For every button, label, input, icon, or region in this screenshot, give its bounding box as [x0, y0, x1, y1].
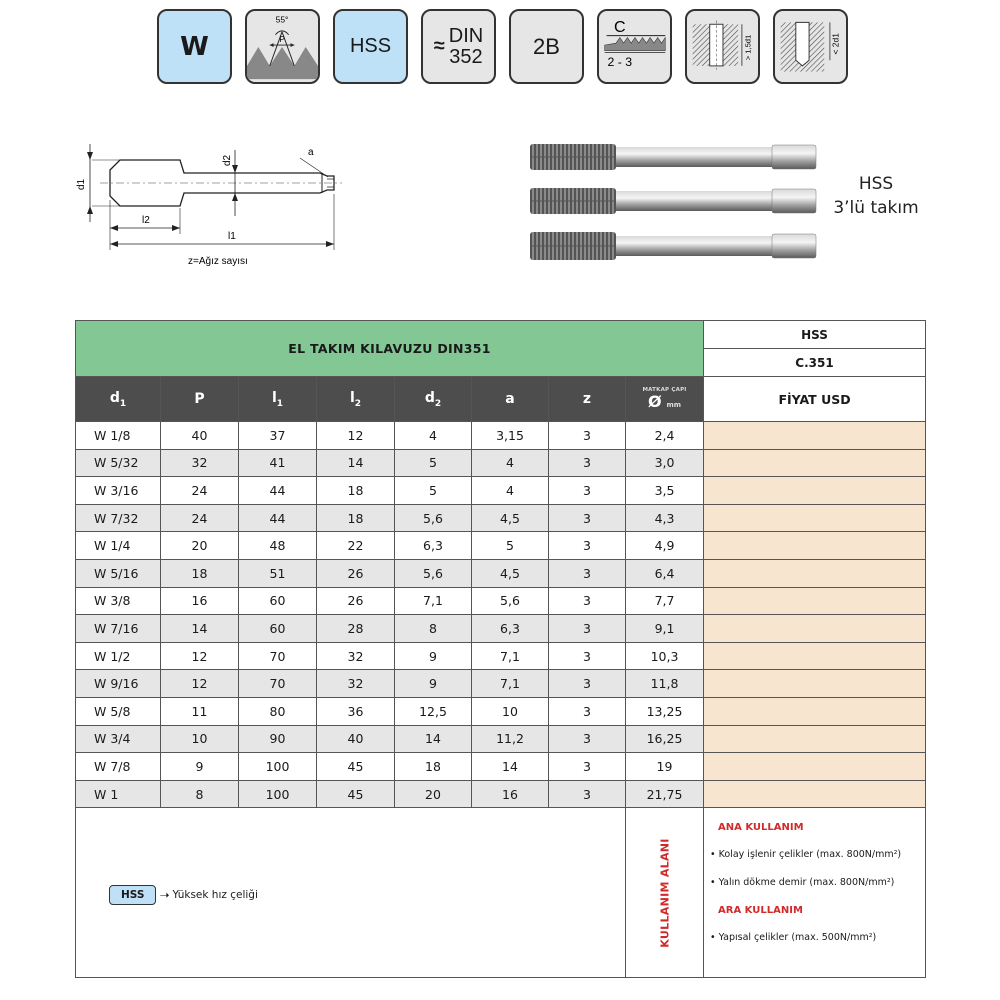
- cell-a: 5: [472, 532, 549, 560]
- cell-l1: 37: [239, 422, 317, 450]
- price-input-cell[interactable]: [704, 504, 926, 532]
- through-hole-dim-text: > 1,5d1: [743, 34, 753, 61]
- price-input-cell[interactable]: [704, 670, 926, 698]
- price-input-cell[interactable]: [704, 477, 926, 505]
- cell-l2: 22: [317, 532, 395, 560]
- cell-a: 7,1: [472, 642, 549, 670]
- cell-a: 4,5: [472, 504, 549, 532]
- cell-a: 3,15: [472, 422, 549, 450]
- tap-2: [530, 188, 816, 214]
- price-input-cell[interactable]: [704, 532, 926, 560]
- blind-hole-icon: [773, 9, 848, 84]
- din-number: 352: [449, 45, 483, 68]
- price-input-cell[interactable]: [704, 697, 926, 725]
- table-row: [76, 753, 926, 781]
- tap-3: [530, 232, 816, 260]
- cell-d2: 12,5: [395, 697, 472, 725]
- cell-d2: 9: [395, 670, 472, 698]
- cell-drill: 10,3: [626, 642, 704, 670]
- cell-drill: 19: [626, 753, 704, 781]
- table-title: EL TAKIM KILAVUZU DIN351: [76, 321, 704, 377]
- column-header-z: z: [549, 377, 626, 422]
- cell-l1: 100: [239, 753, 317, 781]
- cell-z: 3: [549, 504, 626, 532]
- table-row: [76, 587, 926, 615]
- cell-d1: W 1: [76, 780, 161, 808]
- cell-z: 3: [549, 642, 626, 670]
- cell-z: 3: [549, 449, 626, 477]
- chamfer-form-icon: [597, 9, 672, 84]
- cell-d2: 14: [395, 725, 472, 753]
- drill-size-label: MATKAP ÇAPI: [642, 387, 687, 394]
- cell-drill: 21,75: [626, 780, 704, 808]
- diameter-icon: Ø: [647, 391, 662, 411]
- d2-label: d2: [222, 154, 233, 166]
- cell-drill: 13,25: [626, 697, 704, 725]
- cell-p: 14: [161, 615, 239, 643]
- cell-l1: 44: [239, 504, 317, 532]
- din-standard-icon: [421, 9, 496, 84]
- cell-z: 3: [549, 753, 626, 781]
- cell-d2: 8: [395, 615, 472, 643]
- hss-material-label: HSS: [349, 35, 392, 57]
- cell-p: 8: [161, 780, 239, 808]
- cell-a: 4,5: [472, 559, 549, 587]
- whitworth-thread-icon: [157, 9, 232, 84]
- cell-p: 11: [161, 697, 239, 725]
- cell-a: 16: [472, 780, 549, 808]
- cell-p: 12: [161, 670, 239, 698]
- cell-drill: 16,25: [626, 725, 704, 753]
- cell-d2: 5,6: [395, 504, 472, 532]
- table-row: [76, 697, 926, 725]
- cell-p: 32: [161, 449, 239, 477]
- usage-vertical-label: KULLANIM ALANI: [658, 838, 671, 948]
- secondary-usage-item: • Yapısal çelikler (max. 500N/mm²): [710, 932, 877, 944]
- cell-z: 3: [549, 780, 626, 808]
- cell-drill: 9,1: [626, 615, 704, 643]
- material-legend: [109, 885, 258, 905]
- cell-d1: W 3/8: [76, 587, 161, 615]
- cell-z: 3: [549, 697, 626, 725]
- price-input-cell[interactable]: [704, 642, 926, 670]
- price-input-cell[interactable]: [704, 615, 926, 643]
- price-input-cell[interactable]: [704, 753, 926, 781]
- cell-d2: 4: [395, 422, 472, 450]
- cell-d1: W 5/8: [76, 697, 161, 725]
- cell-p: 24: [161, 504, 239, 532]
- main-usage-item: • Yalın dökme demir (max. 800N/mm²): [710, 877, 895, 889]
- cell-l2: 36: [317, 697, 395, 725]
- cell-l1: 51: [239, 559, 317, 587]
- cell-z: 3: [549, 587, 626, 615]
- tap-set-photo: [522, 130, 822, 280]
- cell-z: 3: [549, 559, 626, 587]
- a-label: a: [308, 147, 314, 158]
- price-input-cell[interactable]: [704, 725, 926, 753]
- table-row: [76, 670, 926, 698]
- chamfer-range-text: 2 - 3: [607, 54, 633, 69]
- cell-p: 9: [161, 753, 239, 781]
- table-row: [76, 504, 926, 532]
- main-usage-heading: ANA KULLANIM: [718, 822, 804, 834]
- price-input-cell[interactable]: [704, 422, 926, 450]
- cell-d1: W 1/4: [76, 532, 161, 560]
- cell-d1: W 7/16: [76, 615, 161, 643]
- table-row: [76, 532, 926, 560]
- table-row: [76, 449, 926, 477]
- column-header-d1: $d_1$: [76, 377, 161, 422]
- table-row: [76, 422, 926, 450]
- thread-profile-icon: [245, 9, 320, 84]
- secondary-usage-heading: ARA KULLANIM: [718, 905, 803, 917]
- tap-spec-table: [75, 320, 926, 978]
- cell-a: 11,2: [472, 725, 549, 753]
- tolerance-class-label: 2B: [533, 33, 560, 59]
- cell-d1: W 5/16: [76, 559, 161, 587]
- usage-label-cell: [626, 808, 704, 978]
- cell-p: 40: [161, 422, 239, 450]
- thread-angle-text: 55°: [275, 14, 289, 25]
- price-header: FİYAT USD: [704, 377, 926, 422]
- blind-hole-dim-text: < 2d1: [830, 33, 841, 55]
- price-input-cell[interactable]: [704, 449, 926, 477]
- cell-d2: 9: [395, 642, 472, 670]
- cell-l2: 32: [317, 642, 395, 670]
- cell-l2: 26: [317, 559, 395, 587]
- cell-drill: 3,0: [626, 449, 704, 477]
- cell-a: 10: [472, 697, 549, 725]
- column-header-l1: $l_1$: [239, 377, 317, 422]
- cell-l1: 80: [239, 697, 317, 725]
- cell-l1: 41: [239, 449, 317, 477]
- cell-d1: W 1/2: [76, 642, 161, 670]
- product-code: C.351: [704, 349, 926, 377]
- table-row: [76, 477, 926, 505]
- cell-l2: 12: [317, 422, 395, 450]
- cell-l2: 28: [317, 615, 395, 643]
- cell-l2: 32: [317, 670, 395, 698]
- cell-d1: W 9/16: [76, 670, 161, 698]
- cell-drill: 4,3: [626, 504, 704, 532]
- l2-label: l2: [142, 215, 150, 226]
- drawing-caption: z=Ağız sayısı: [188, 256, 248, 267]
- blind-hole-graphic: [775, 9, 846, 84]
- cell-drill: 6,4: [626, 559, 704, 587]
- tap-1: [530, 144, 816, 170]
- din-label: DIN: [448, 24, 484, 47]
- cell-d1: W 7/8: [76, 753, 161, 781]
- through-hole-icon: [685, 9, 760, 84]
- cell-a: 5,6: [472, 587, 549, 615]
- cell-l1: 60: [239, 615, 317, 643]
- cell-l2: 40: [317, 725, 395, 753]
- cell-z: 3: [549, 615, 626, 643]
- cell-p: 10: [161, 725, 239, 753]
- cell-z: 3: [549, 422, 626, 450]
- cell-d1: W 5/32: [76, 449, 161, 477]
- cell-l1: 70: [239, 642, 317, 670]
- cell-p: 12: [161, 642, 239, 670]
- column-header-drill: [626, 377, 704, 422]
- d1-label: d1: [76, 178, 87, 190]
- cell-z: 3: [549, 532, 626, 560]
- legend-badge: HSS: [109, 885, 156, 905]
- column-header-d2: $d_2$: [395, 377, 472, 422]
- cell-l2: 14: [317, 449, 395, 477]
- column-header-l2: $l_2$: [317, 377, 395, 422]
- cell-l1: 90: [239, 725, 317, 753]
- arrow-right-icon: ➝: [159, 888, 170, 903]
- price-input-cell[interactable]: [704, 587, 926, 615]
- cell-a: 4: [472, 477, 549, 505]
- cell-d2: 18: [395, 753, 472, 781]
- cell-l2: 18: [317, 477, 395, 505]
- cell-drill: 3,5: [626, 477, 704, 505]
- main-usage-item: • Kolay işlenir çelikler (max. 800N/mm²): [710, 849, 902, 861]
- cell-l1: 48: [239, 532, 317, 560]
- thread-pitch-text: P: [279, 34, 285, 45]
- cell-a: 6,3: [472, 615, 549, 643]
- cell-d2: 5,6: [395, 559, 472, 587]
- tap-technical-drawing: [72, 138, 352, 268]
- drill-unit: mm: [666, 400, 682, 409]
- hss-material-icon: [333, 9, 408, 84]
- cell-d2: 5: [395, 449, 472, 477]
- column-header-a: a: [472, 377, 549, 422]
- cell-p: 16: [161, 587, 239, 615]
- table-row: [76, 559, 926, 587]
- legend-area: [76, 808, 626, 978]
- price-input-cell[interactable]: [704, 780, 926, 808]
- thread-profile-graphic: [247, 9, 318, 84]
- cell-drill: 4,9: [626, 532, 704, 560]
- cell-l2: 18: [317, 504, 395, 532]
- table-body: [76, 422, 926, 808]
- cell-drill: 11,8: [626, 670, 704, 698]
- cell-l2: 45: [317, 753, 395, 781]
- table-row: [76, 642, 926, 670]
- approx-symbol: ≈: [433, 35, 445, 57]
- table-row: [76, 615, 926, 643]
- cell-l1: 100: [239, 780, 317, 808]
- table-row: [76, 780, 926, 808]
- through-hole-graphic: [687, 9, 758, 84]
- cell-d2: 20: [395, 780, 472, 808]
- cell-d2: 7,1: [395, 587, 472, 615]
- table-row: [76, 725, 926, 753]
- photo-caption: [826, 172, 926, 220]
- cell-l1: 60: [239, 587, 317, 615]
- cell-l1: 70: [239, 670, 317, 698]
- cell-z: 3: [549, 477, 626, 505]
- cell-a: 7,1: [472, 670, 549, 698]
- photo-caption-material: HSS: [858, 174, 894, 194]
- legend-text: Yüksek hız çeliği: [172, 889, 258, 902]
- cell-a: 14: [472, 753, 549, 781]
- cell-drill: 2,4: [626, 422, 704, 450]
- cell-drill: 7,7: [626, 587, 704, 615]
- cell-l2: 45: [317, 780, 395, 808]
- cell-d2: 6,3: [395, 532, 472, 560]
- feature-icon-row: [157, 9, 848, 84]
- column-header-p: P: [161, 377, 239, 422]
- cell-d1: W 7/32: [76, 504, 161, 532]
- cell-d1: W 1/8: [76, 422, 161, 450]
- cell-d1: W 3/4: [76, 725, 161, 753]
- cell-l1: 44: [239, 477, 317, 505]
- cell-p: 24: [161, 477, 239, 505]
- price-input-cell[interactable]: [704, 559, 926, 587]
- chamfer-form-graphic: [599, 9, 670, 84]
- cell-z: 3: [549, 670, 626, 698]
- cell-d2: 5: [395, 477, 472, 505]
- thread-standard-label: W: [180, 31, 209, 62]
- usage-panel: [704, 808, 926, 978]
- material-header: HSS: [704, 321, 926, 349]
- photo-caption-set: 3’lü takım: [833, 198, 919, 218]
- cell-z: 3: [549, 725, 626, 753]
- chamfer-letter: C: [614, 17, 626, 36]
- cell-a: 4: [472, 449, 549, 477]
- cell-p: 18: [161, 559, 239, 587]
- cell-d1: W 3/16: [76, 477, 161, 505]
- cell-p: 20: [161, 532, 239, 560]
- l1-label: l1: [228, 231, 236, 242]
- cell-l2: 26: [317, 587, 395, 615]
- tolerance-class-icon: [509, 9, 584, 84]
